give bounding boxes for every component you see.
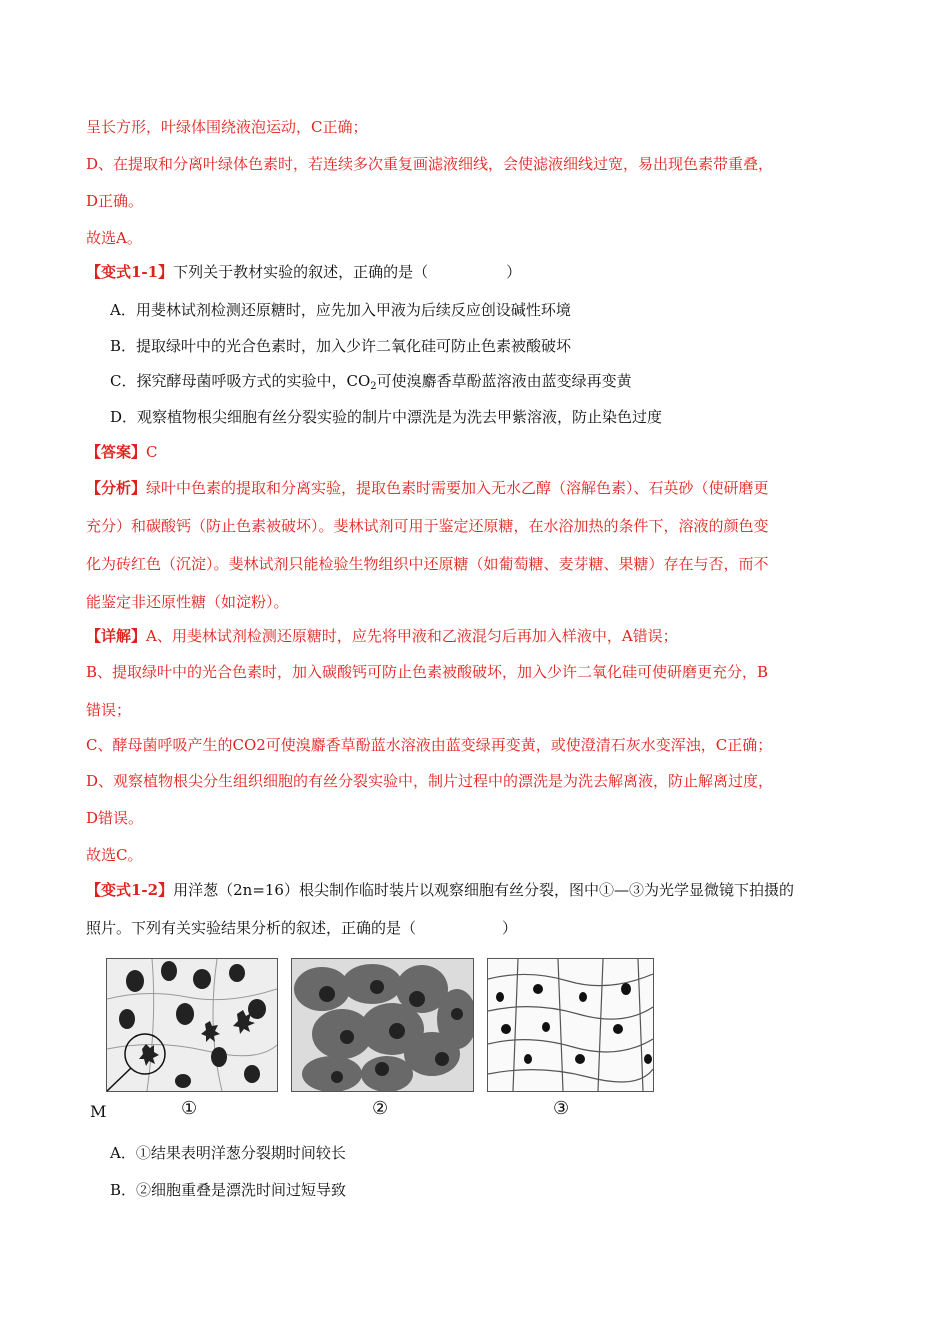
analysis-text-1: 绿叶中色素的提取和分离实验，提取色素时需要加入无水乙醇（溶解色素）、石英砂（使研磨更 [146,479,769,497]
q1-option-d: D．观察植物根尖细胞有丝分裂实验的制片中漂洗是为洗去甲紫溶液，防止染色过度 [110,408,663,426]
q2-option-b: B．②细胞重叠是漂洗时间过短导致 [110,1181,347,1199]
micrograph-2-image [292,959,473,1091]
detail-tag: 【详解】 [86,627,147,645]
q1-close-paren: ） [506,263,522,281]
line-d-correct: D正确。 [86,192,144,210]
analysis-line-1 [86,478,769,498]
q1-option-c-post: 可使溴麝香草酚蓝溶液由蓝变绿再变黄 [376,372,632,390]
q1-tag: 【变式1-1】 [86,263,174,281]
q1-option-c [110,371,632,391]
q1-stem-text: 下列关于教材实验的叙述，正确的是（ [173,263,429,281]
detail-line-3: 错误； [86,701,132,719]
analysis-line-4: 能鉴定非还原性糖（如淀粉）。 [86,593,289,611]
q2-tag: 【变式1-2】 [86,881,174,899]
q2-stem-text-2: 照片。下列有关实验结果分析的叙述，正确的是（ [86,919,417,937]
line-d-explanation: D、在提取和分离叶绿体色素时，若连续多次重复画滤液细线，会使滤液细线过宽，易出现色素带重叠， [86,155,774,173]
analysis-line-3: 化为砖红色（沉淀）。斐林试剂只能检验生物组织中还原糖（如葡萄糖、麦芽糖、果糖）存在与否，而不 [86,555,769,573]
detail-text-1: A、用斐林试剂检测还原糖时，应先将甲液和乙液混匀后再加入样液中，A错误； [146,627,678,645]
detail-line-4: C、酵母菌呼吸产生的CO2可使溴麝香草酚蓝水溶液由蓝变绿再变黄，或使澄清石灰水变浑浊，C正确； [86,736,773,754]
micrograph-1 [106,958,278,1092]
figure-label-3: ③ [553,1098,570,1119]
q1-option-c-sub: 2 [370,381,377,392]
micrograph-1-image [107,959,277,1091]
figure-label-2: ② [372,1098,389,1119]
q2-close-paren: ） [502,919,518,937]
q2-stem-line-1 [86,880,794,900]
analysis-line-2: 充分）和碳酸钙（防止色素被破坏）。斐林试剂可用于鉴定还原糖，在水浴加热的条件下，溶液的颜色变 [86,517,769,535]
label-M: M [90,1102,107,1121]
line-c-correct: 呈长方形，叶绿体围绕液泡运动，C正确； [86,118,368,136]
q1-conclusion: 故选C。 [86,846,143,864]
detail-line-2: B、提取绿叶中的光合色素时，加入碳酸钙可防止色素被酸破坏，加入少许二氧化硅可使研磨更充分，B [86,663,769,681]
detail-line-6: D错误。 [86,809,144,827]
q1-stem [86,262,521,282]
figure-label-1: ① [181,1098,198,1119]
micrograph-3-image [488,959,653,1091]
detail-line-5: D、观察植物根尖分生组织细胞的有丝分裂实验中，制片过程中的漂洗是为洗去解离液，防止解离过度， [86,772,774,790]
line-choose-a: 故选A。 [86,229,142,247]
micrograph-3 [487,958,654,1092]
q2-stem-text-1: 用洋葱（2n=16）根尖制作临时装片以观察细胞有丝分裂，图中①—③为光学显微镜下拍摄的 [173,881,794,899]
analysis-tag: 【分析】 [86,479,147,497]
detail-line-1 [86,626,678,646]
q1-option-c-pre: C．探究酵母菌呼吸方式的实验中，CO [110,372,371,390]
answer-tag: 【答案】 [86,443,147,461]
q1-answer [86,442,158,462]
q1-option-b: B．提取绿叶中的光合色素时，加入少许二氧化硅可防止色素被酸破坏 [110,337,572,355]
answer-value: C [146,443,158,461]
q1-option-a: A．用斐林试剂检测还原糖时，应先加入甲液为后续反应创设碱性环境 [110,301,571,319]
q2-option-a: A．①结果表明洋葱分裂期时间较长 [110,1144,346,1162]
micrograph-2 [291,958,474,1092]
q2-stem-line-2 [86,918,517,938]
